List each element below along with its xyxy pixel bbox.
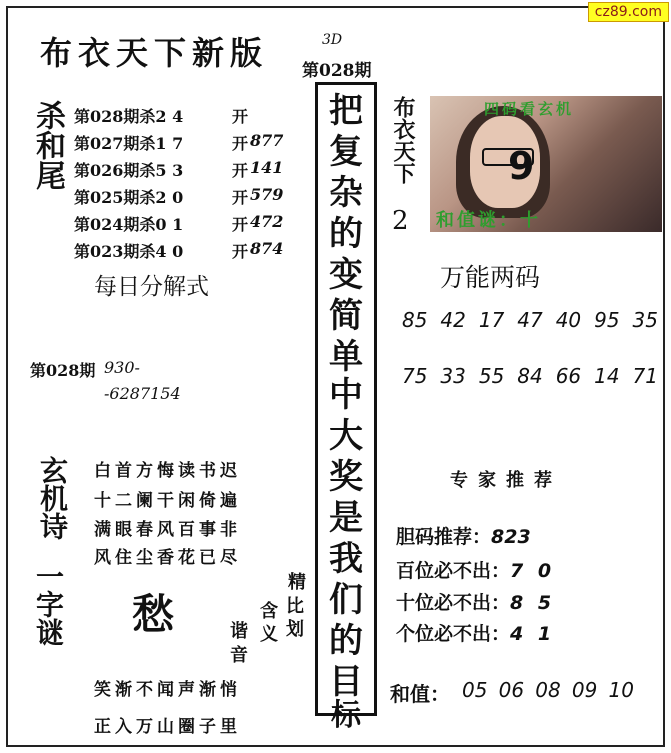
kill-tail-label: 杀和尾 — [30, 100, 65, 190]
row-open-label: 开 — [232, 242, 249, 261]
daily-issue: 第028期 — [30, 361, 96, 380]
riddle-hint: 含 — [260, 601, 278, 622]
slogan-char: 变 — [329, 255, 363, 295]
photo-bottom-text: 和值谜：十 — [436, 210, 541, 231]
row-issue: 第028期 — [74, 107, 140, 126]
row-open-label: 开 — [232, 161, 249, 180]
bold-code-label: 胆码推荐： — [396, 526, 492, 548]
side-label-num: 2 — [392, 206, 409, 236]
riddle-hint: 比 — [286, 596, 304, 617]
riddle-line: 正入万山圈子里 — [94, 717, 241, 737]
riddle-hint: 音 — [230, 645, 248, 666]
sum-label: 和值： — [390, 682, 450, 706]
tens-row — [396, 588, 555, 615]
slogan-char: 中 — [329, 375, 363, 415]
sum-values — [462, 678, 634, 702]
riddle-hint: 精 — [288, 572, 306, 593]
code: 35 — [632, 308, 658, 332]
watermark-badge[interactable]: cz89.com — [588, 2, 669, 22]
riddle-line: 笑渐不闻声渐悄 — [94, 680, 241, 700]
code: 40 — [555, 308, 582, 332]
table-row — [74, 131, 284, 154]
expert-title: 专家推荐 — [450, 470, 562, 491]
row-kill: 杀5 3 — [139, 161, 184, 180]
bold-code-value: 823 — [491, 526, 531, 548]
code: 17 — [478, 308, 505, 332]
sum-value: 09 — [571, 678, 598, 702]
daily-label: 每日分解式 — [94, 274, 209, 300]
bold-code-row — [396, 522, 531, 549]
universal-title: 万能两码 — [440, 263, 541, 292]
tens-value: 8 5 — [510, 592, 556, 614]
hundreds-label: 百位必不出： — [396, 560, 511, 582]
row-open-label: 开 — [232, 188, 249, 207]
ones-label: 个位必不出： — [396, 623, 511, 645]
row-open: 874 — [250, 239, 284, 258]
slogan-box — [315, 82, 377, 733]
code: 47 — [517, 308, 543, 332]
code: 33 — [440, 364, 466, 388]
poem-line: 满眼春风百事非 — [94, 520, 241, 540]
slogan-char: 把 — [329, 91, 363, 131]
slogan-char: 的 — [329, 214, 363, 254]
slogan-char: 单 — [329, 337, 363, 377]
code: 95 — [594, 308, 620, 332]
row-open-label: 开 — [232, 134, 249, 153]
ones-row — [396, 619, 555, 646]
code: 71 — [632, 364, 658, 388]
tens-label: 十位必不出： — [396, 592, 511, 614]
slogan-char: 简 — [329, 296, 363, 336]
table-row — [74, 158, 284, 181]
photo-panel — [430, 96, 662, 232]
table-row — [74, 239, 284, 262]
slogan-char: 大 — [329, 416, 363, 456]
slogan-char: 标 — [331, 698, 361, 733]
code: 84 — [517, 364, 543, 388]
riddle-hint: 划 — [286, 619, 304, 640]
row-issue: 第027期 — [74, 134, 140, 153]
code: 42 — [440, 308, 466, 332]
poem-label: 玄机诗 — [36, 456, 69, 540]
table-row — [74, 104, 249, 127]
game-label: 3D — [322, 32, 343, 48]
row-issue: 第023期 — [74, 242, 140, 261]
row-open-label: 开 — [232, 107, 249, 126]
row-open: 141 — [250, 158, 284, 177]
sum-value: 06 — [498, 678, 525, 702]
row-open: 472 — [250, 212, 284, 231]
slogan-char: 是 — [329, 498, 363, 538]
row-kill: 杀1 7 — [139, 134, 184, 153]
poem-line: 十二阑干闲倚遍 — [94, 491, 241, 511]
photo-number: 9 — [508, 144, 535, 188]
poem-line: 白首方悔读书迟 — [94, 461, 241, 481]
hundreds-row — [396, 556, 555, 583]
row-issue: 第024期 — [74, 215, 140, 234]
slogan-char: 奖 — [329, 457, 363, 497]
slogan-char: 们 — [329, 580, 363, 620]
code: 66 — [555, 364, 582, 388]
table-row — [74, 212, 284, 235]
riddle-hint: 义 — [260, 624, 278, 645]
hundreds-value: 7 0 — [510, 560, 556, 582]
header-issue: 第028期 — [302, 61, 372, 81]
code: 75 — [402, 364, 428, 388]
slogan-char: 的 — [329, 621, 363, 661]
row-issue: 第025期 — [74, 188, 140, 207]
slogan-char: 我 — [329, 539, 363, 579]
row-kill: 杀2 0 — [139, 188, 184, 207]
row-issue: 第026期 — [74, 161, 140, 180]
row-open: 877 — [250, 131, 284, 150]
row-open-label: 开 — [232, 215, 249, 234]
sum-value: 05 — [462, 678, 488, 702]
poem-line: 风住尘香花已尽 — [94, 548, 241, 568]
slogan-char: 杂 — [329, 173, 363, 213]
code: 85 — [402, 308, 428, 332]
slogan-char: 目 — [329, 662, 363, 702]
riddle-hint: 谐 — [230, 621, 248, 642]
table-row — [74, 185, 284, 208]
slogan-char: 复 — [329, 132, 363, 172]
daily-line1: 930- — [104, 358, 140, 377]
sum-value: 08 — [535, 678, 561, 702]
page-title: 布衣天下新版 — [40, 34, 269, 72]
photo-top-text: 四码看玄机 — [484, 100, 575, 118]
row-open: 579 — [250, 185, 284, 204]
riddle-label: 一字谜 — [32, 562, 65, 646]
code: 14 — [594, 364, 620, 388]
ones-value: 4 1 — [510, 623, 556, 645]
code: 55 — [478, 364, 505, 388]
universal-row-1 — [402, 308, 658, 332]
sum-value: 10 — [608, 678, 634, 702]
side-label: 布衣天下 — [390, 96, 416, 184]
universal-row-2 — [402, 364, 658, 388]
daily-line2: -6287154 — [104, 384, 181, 403]
row-kill: 杀0 1 — [139, 215, 184, 234]
row-kill: 杀4 0 — [139, 242, 184, 261]
row-kill: 杀2 4 — [139, 107, 184, 126]
riddle-answer: 愁 — [132, 590, 175, 639]
